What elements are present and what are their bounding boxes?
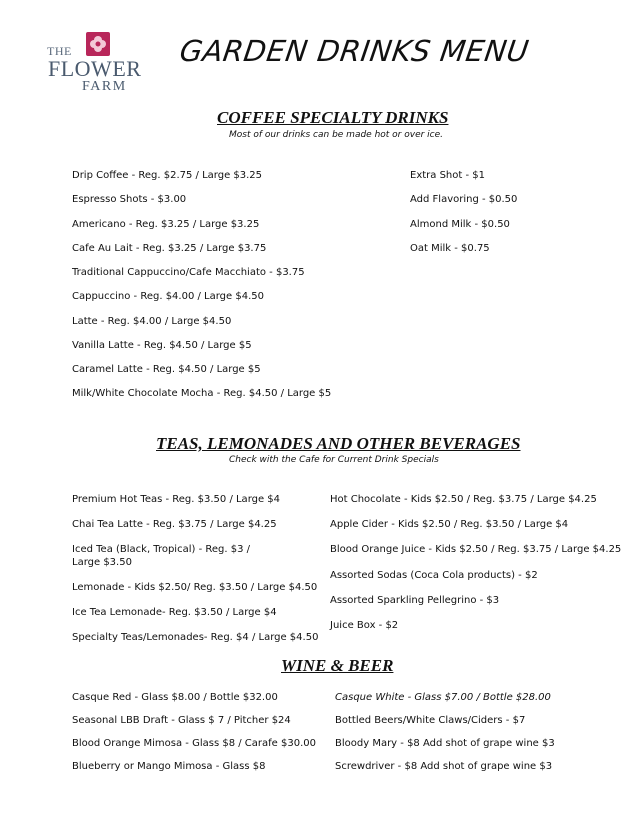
menu-item: Add Flavoring - $0.50	[410, 194, 518, 205]
page-title: GARDEN DRINKS MENU	[177, 34, 532, 68]
menu-item: Bloody Mary - $8 Add shot of grape wine $3	[335, 738, 555, 749]
menu-item: Casque White - Glass $7.00 / Bottle $28.00	[335, 692, 551, 703]
menu-item: Ice Tea Lemonade- Reg. $3.50 / Large $4	[72, 607, 277, 618]
coffee-section-title: COFFEE SPECIALTY DRINKS	[217, 108, 449, 127]
menu-item: Apple Cider - Kids $2.50 / Reg. $3.50 / Large $4	[330, 519, 569, 530]
menu-item: Extra Shot - $1	[410, 170, 485, 181]
teas-section-subtitle: Check with the Cafe for Current Drink Specials	[229, 455, 439, 465]
flower-icon	[86, 32, 110, 56]
menu-item: Chai Tea Latte - Reg. $3.75 / Large $4.25	[72, 519, 277, 530]
logo-flower: FLOWER	[48, 56, 142, 81]
menu-item: Assorted Sodas (Coca Cola products) - $2	[330, 570, 538, 581]
menu-item: Latte - Reg. $4.00 / Large $4.50	[72, 316, 232, 327]
menu-item: Almond Milk - $0.50	[410, 219, 510, 230]
flower-farm-logo	[44, 30, 144, 98]
menu-item: Blood Orange Mimosa - Glass $8 / Carafe $30.00	[72, 738, 316, 749]
logo-farm: FARM	[82, 79, 127, 94]
logo-the: THE	[47, 44, 72, 58]
menu-item: Traditional Cappuccino/Cafe Macchiato - $3.75	[72, 267, 305, 278]
menu-item: Vanilla Latte - Reg. $4.50 / Large $5	[72, 340, 252, 351]
menu-item: Cafe Au Lait - Reg. $3.25 / Large $3.75	[72, 243, 267, 254]
menu-item: Milk/White Chocolate Mocha - Reg. $4.50 / Large $5	[72, 388, 332, 399]
menu-item: Bottled Beers/White Claws/Ciders - $7	[335, 715, 526, 726]
teas-section-title: TEAS, LEMONADES AND OTHER BEVERAGES	[156, 434, 521, 453]
menu-item: Casque Red - Glass $8.00 / Bottle $32.00	[72, 692, 278, 703]
menu-item: Iced Tea (Black, Tropical) - Reg. $3 / Large $3.50	[72, 544, 250, 568]
menu-item: Drip Coffee - Reg. $2.75 / Large $3.25	[72, 170, 263, 181]
menu-item: Premium Hot Teas - Reg. $3.50 / Large $4	[72, 494, 281, 505]
menu-item: Seasonal LBB Draft - Glass $ 7 / Pitcher $24	[72, 715, 291, 726]
menu-item: Assorted Sparkling Pellegrino - $3	[330, 595, 500, 606]
wine-section-title: WINE & BEER	[281, 656, 394, 675]
menu-item: Hot Chocolate - Kids $2.50 / Reg. $3.75 / Large $4.25	[330, 494, 597, 505]
menu-item: Espresso Shots - $3.00	[72, 194, 187, 205]
menu-item: Blueberry or Mango Mimosa - Glass $8	[72, 761, 266, 772]
menu-item: Cappuccino - Reg. $4.00 / Large $4.50	[72, 291, 264, 302]
menu-item: Caramel Latte - Reg. $4.50 / Large $5	[72, 364, 261, 375]
menu-item: Juice Box - $2	[330, 620, 399, 631]
menu-item: Americano - Reg. $3.25 / Large $3.25	[72, 219, 260, 230]
menu-item: Screwdriver - $8 Add shot of grape wine $3	[335, 761, 553, 772]
coffee-section-subtitle: Most of our drinks can be made hot or over ice.	[229, 130, 444, 140]
menu-item: Lemonade - Kids $2.50/ Reg. $3.50 / Large $4.50	[72, 582, 318, 593]
menu-item: Oat Milk - $0.75	[410, 243, 490, 254]
menu-item: Specialty Teas/Lemonades- Reg. $4 / Large $4.50	[72, 632, 319, 643]
menu-item: Blood Orange Juice - Kids $2.50 / Reg. $3.75 / Large $4.25	[330, 544, 622, 555]
